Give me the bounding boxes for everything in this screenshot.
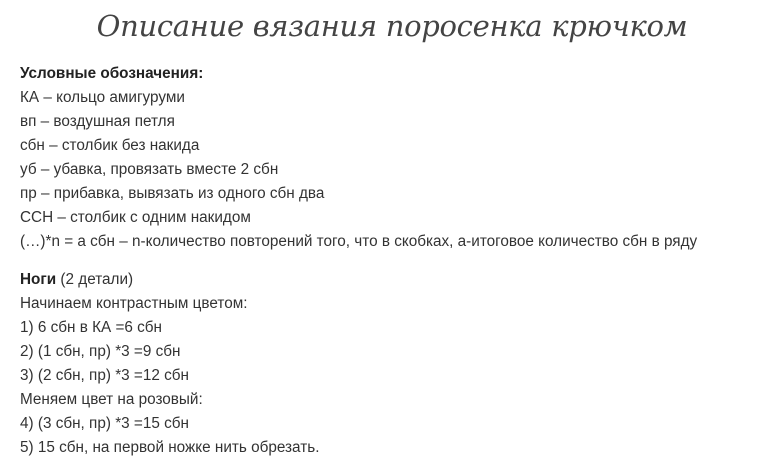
legend-item: КА – кольцо амигуруми [20, 89, 185, 106]
legend-item: ССН – столбик с одним накидом [20, 209, 251, 226]
legend-item: (…)*n = a сбн – n-количество повторений того, что в скобках, a-итоговое количество сбн в ряду [20, 233, 698, 250]
legend-item: уб – убавка, провязать вместе 2 сбн [20, 161, 279, 178]
legend-section [20, 62, 780, 254]
section-gap [20, 254, 780, 268]
legend-item: сбн – столбик без накида [20, 137, 200, 154]
legs-section [20, 268, 780, 460]
legend-heading: Условные обозначения: [20, 65, 204, 82]
instruction-line: 3) (2 сбн, пр) *3 =12 сбн [20, 367, 189, 384]
instruction-line: 5) 15 сбн, на первой ножке нить обрезать. [20, 439, 320, 456]
instruction-line: 1) 6 сбн в КА =6 сбн [20, 319, 163, 336]
page-title: Описание вязания поросенка крючком [96, 9, 688, 43]
instruction-line: Начинаем контрастным цветом: [20, 295, 248, 312]
article-body [20, 62, 780, 460]
legs-heading: Ноги [20, 271, 57, 288]
legs-heading-note: (2 детали) [56, 271, 134, 288]
instruction-line: 2) (1 сбн, пр) *3 =9 сбн [20, 343, 181, 360]
instruction-line: 4) (3 сбн, пр) *3 =15 сбн [20, 415, 189, 432]
legs-heading-line [20, 268, 780, 292]
instruction-line: Меняем цвет на розовый: [20, 391, 203, 408]
legend-item: пр – прибавка, вывязать из одного сбн два [20, 185, 325, 202]
legend-item: вп – воздушная петля [20, 113, 175, 130]
